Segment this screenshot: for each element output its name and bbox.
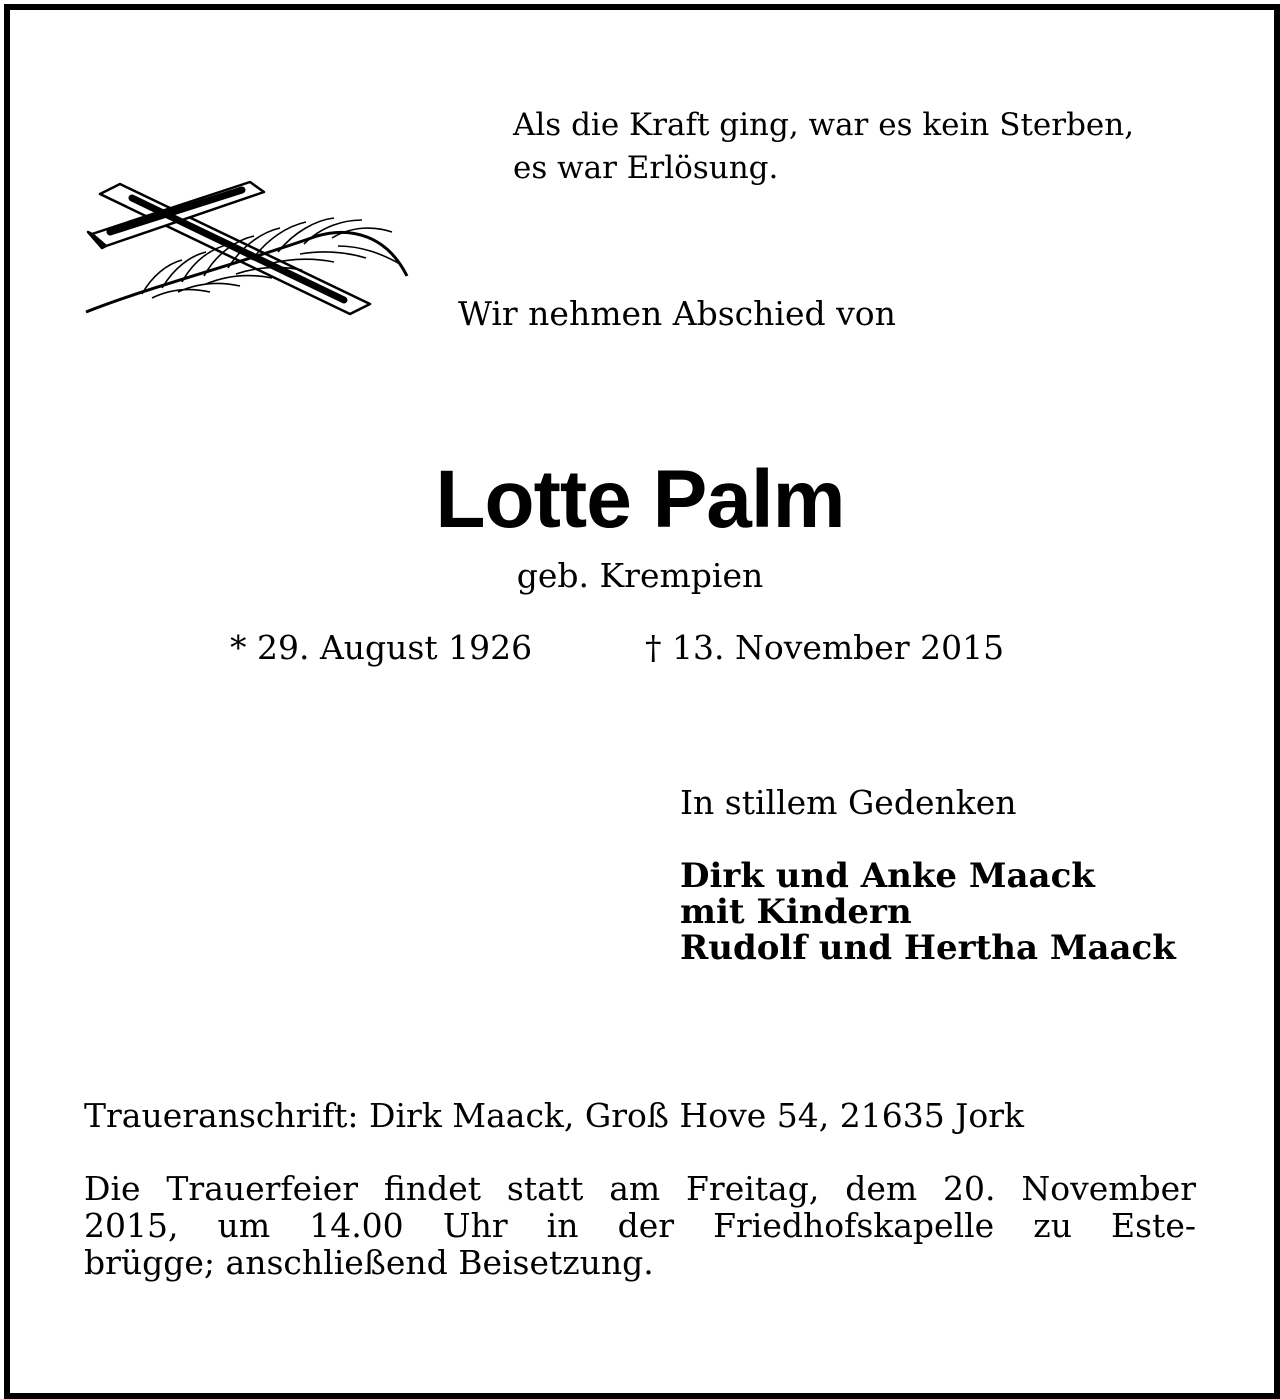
death-date: † 13. November 2015 bbox=[645, 628, 1005, 667]
farewell-intro: Wir nehmen Abschied von bbox=[458, 294, 896, 333]
epigraph-line-1: Als die Kraft ging, war es kein Sterben, bbox=[513, 107, 1135, 143]
epigraph-line-2: es war Erlösung. bbox=[513, 150, 779, 186]
birth-date: * 29. August 1926 bbox=[230, 628, 533, 667]
mourners-list bbox=[680, 858, 1176, 966]
ceremony-line-2: 2015, um 14.00 Uhr in der Friedhofskapelle zu Este- bbox=[84, 1206, 1196, 1245]
ceremony-notice bbox=[84, 1170, 1196, 1281]
birth-name: geb. Krempien bbox=[516, 556, 764, 595]
memory-heading: In stillem Gedenken bbox=[680, 783, 1017, 822]
ceremony-line-3: brügge; anschließend Beisetzung. bbox=[84, 1243, 654, 1282]
epigraph bbox=[513, 104, 1134, 190]
mourner-line: Rudolf und Hertha Maack bbox=[680, 928, 1176, 968]
ceremony-line-1: Die Trauerfeier findet statt am Freitag, dem 20. November bbox=[84, 1169, 1196, 1208]
mourning-address: Traueranschrift: Dirk Maack, Groß Hove 54, 21635 Jork bbox=[84, 1096, 1025, 1135]
deceased-name: Lotte Palm bbox=[435, 454, 845, 545]
cross-with-palm-frond-icon bbox=[82, 176, 412, 326]
mourner-line: mit Kindern bbox=[680, 892, 912, 932]
mourner-line: Dirk und Anke Maack bbox=[680, 856, 1095, 896]
